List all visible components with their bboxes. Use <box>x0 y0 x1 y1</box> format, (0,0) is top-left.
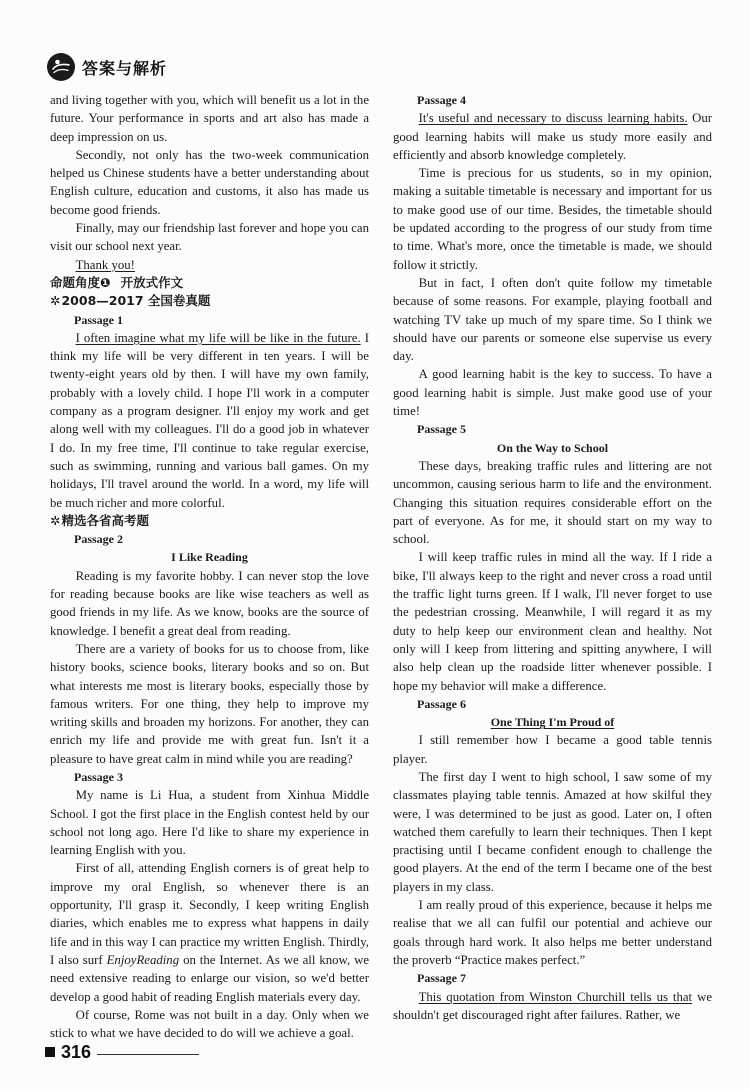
provincial-exams-label: 精选各省高考题 <box>61 512 149 528</box>
topic-heading <box>50 274 369 292</box>
passage-paragraph: I am really proud of this experience, because it helps me realise that we all can fulfil our potential and achieve our goals through hard work. It also helps me better understand the proverb “Practice makes perfect.” <box>393 898 712 967</box>
topic-number: ❶ <box>100 274 111 290</box>
page-footer <box>45 1040 199 1064</box>
national-exams-heading <box>50 292 369 310</box>
passage-title <box>393 713 712 731</box>
passage-paragraph <box>393 109 712 164</box>
passage-paragraph <box>50 329 369 512</box>
passage-paragraph: I will keep traffic rules in mind all the way. If I ride a bike, I'll always keep to the right and never cross a road until the traffic light turns green. If I walk, I'll never forget to use the pedestrian crossing. Meanwhile, I will regard it as my duty to help keep our environment clean and healthy. Not only will I keep from littering and spitting anywhere, I will also help clean up the roadside litter whenever possible. I hope my behavior will make a difference. <box>393 550 712 693</box>
passage-label: Passage 6 <box>417 696 466 711</box>
passage-label: Passage 4 <box>417 93 466 107</box>
letter-paragraph: and living together with you, which will benefit us a lot in the future. Your performance in sports and art also has made a deep impression on us. <box>50 93 369 144</box>
passage-paragraph: The first day I went to high school, I saw some of my classmates playing table tennis. Amazed at how skilful they were, I was determined to be just as good. Later on, I often watched them carefully to learn their techniques. Then I kept practising until I became confident enough to challenge the good players. At the end of the term I became one of the best players in my class. <box>393 769 712 894</box>
book-emblem-icon <box>46 52 76 82</box>
passage-paragraph: But in fact, I often don't quite follow my timetable because of some reasons. For example, playing football and watching TV take up much of my spare time. So I think we should have our parents or someone else supervise us every day. <box>393 275 712 364</box>
page-number: 316 <box>61 1041 92 1062</box>
running-header-title: 答案与解析 <box>82 58 168 78</box>
passage-label: Passage 3 <box>74 769 123 784</box>
topic-sentence: This quotation from Winston Churchill tells us that <box>418 989 693 1004</box>
footer-rule <box>97 1054 199 1055</box>
passage-paragraph: My name is Li Hua, a student from Xinhua Middle School. I got the first place in the English contest held by our school not long ago. Here I'd like to share my experience in learning English with you. <box>50 788 369 858</box>
letter-paragraph: Finally, may our friendship last forever and hope you can visit our school next year. <box>50 221 370 254</box>
passage-paragraph <box>393 988 712 1025</box>
passage-title-text: One Thing I'm Proud of <box>490 715 615 730</box>
topic-sentence: I often imagine what my life will be like in the future. <box>75 330 361 345</box>
passage-paragraph: I still remember how I became a good table tennis player. <box>393 733 712 766</box>
provincial-exams-heading <box>50 512 369 530</box>
topic-title: 开放式作文 <box>120 274 184 290</box>
flower-marker-icon: ✲ <box>50 293 61 309</box>
letter-paragraph: Secondly, not only has the two-week communication helped us Chinese students have a better understanding about English culture, education and customs, it also has made us become good friends. <box>50 147 369 217</box>
passage-paragraph: Time is precious for us students, so in my opinion, making a suitable timetable is necessary and important for us to make good use of our time. Besides, the timetable should be updated according to the progress of our study from time to time. What's more, once the timetable is made, we should follow it strictly. <box>393 166 712 272</box>
passage-paragraph: Reading is my favorite hobby. I can never stop the love for reading because books are like wise teachers as well as good friends in my life. As we know, books are the source of knowledge. I benefit a great deal from reading. <box>50 568 369 638</box>
passage-paragraph: A good learning habit is the key to success. To have a good learning habit is simple. Just make good use of your time! <box>393 367 712 419</box>
passage-body-text: on the Internet. As we all know, we need extensive reading to enlarge our vision, so we'd better develop a good habit of reading English materials every day. <box>50 952 370 1004</box>
passage-paragraph: Of course, Rome was not built in a day. Only when we stick to what we have decided to do will we achieve a goal. <box>50 1007 369 1041</box>
passage-paragraph <box>50 859 369 1005</box>
running-header <box>46 51 167 83</box>
passage-paragraph: There are a variety of books for us to choose from, like history books, science books, literary books and so on. But what interests me most is literary books, especially those by famous writers. For one thing, they help to improve my writing skills and broaden my horizons. For another, they can enrich my life and provide me with great fun. Isn't it a pleasure to have great calm in mind while you are reading? <box>50 641 369 766</box>
two-column-body <box>50 91 712 1042</box>
flower-marker-icon: ✲ <box>50 512 61 528</box>
topic-sentence: It's useful and necessary to discuss learning habits. <box>418 111 688 126</box>
passage-paragraph: These days, breaking traffic rules and littering are not uncommon, causing serious harm to life and the environment. Changing this situation requires considerable effort on the part of everyone. As for me, it should start on my way to school. <box>393 458 712 547</box>
passage-body-text: Our good learning habits will make us study more easily and efficiently and absorb knowledge completely. <box>393 111 713 162</box>
square-bullet-icon <box>45 1047 55 1057</box>
passage-title: On the Way to School <box>496 440 609 455</box>
passage-label: Passage 1 <box>74 312 123 327</box>
magazine-title: EnjoyReading <box>106 952 180 967</box>
passage-body-text: I think my life will be very different in ten years. I will be twenty-eight years old by then. I will have my own family, probably with a lovely child. I hope I'll work in a computer company as a program designer. I'll enjoy my work and get along well with my colleagues. I'll do a good job in whatever I do. In my free time, I'll continue to take regular exercise, such as swimming, running and various ball games. On my holidays, I'll travel around the world. In a word, my life will be much richer and more colorful. <box>50 330 369 510</box>
letter-closing <box>50 256 369 274</box>
national-exams-label: 2008—2017 全国卷真题 <box>61 293 211 309</box>
passage-label: Passage 5 <box>417 422 466 437</box>
passage-label: Passage 2 <box>74 532 123 547</box>
passage-title: I Like Reading <box>171 550 248 565</box>
passage-body-text: First of all, attending English corners is of great help to improve my oral English, so whenever there is an opportunity, I'll grasp it. Secondly, I keep writing English diaries, which enables me to express what happens in daily life and in this way I can practice my written English. Thirdly, I also surf <box>50 861 369 967</box>
passage-label: Passage 7 <box>417 971 466 986</box>
passage-body-text: we shouldn't get discouraged right after failures. Rather, we <box>393 989 713 1022</box>
topic-label: 命题角度 <box>50 274 101 290</box>
letter-closing-text: Thank you! <box>75 257 135 272</box>
